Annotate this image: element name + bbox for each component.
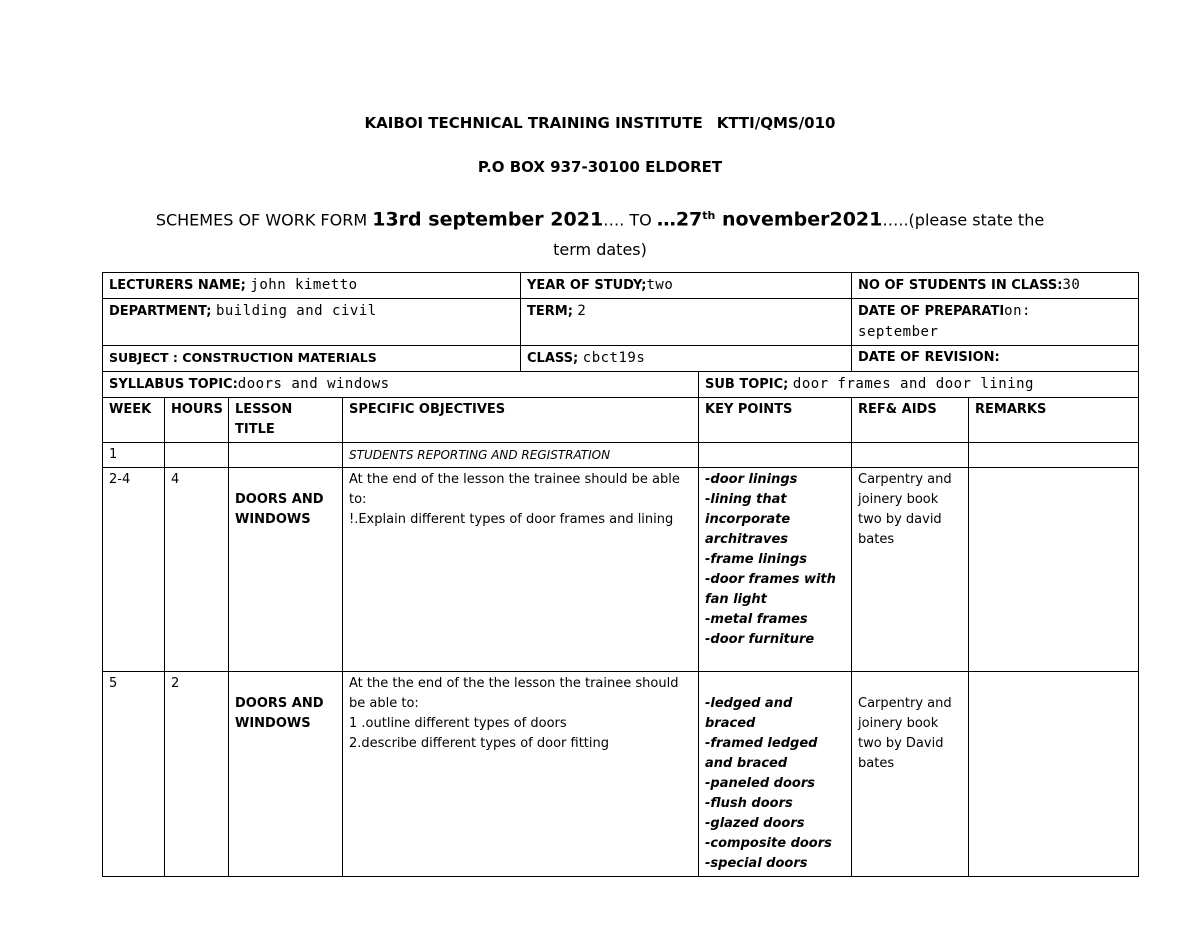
col-key-points: KEY POINTS	[699, 398, 852, 443]
key-point: -ledged and braced	[705, 696, 793, 731]
key-point: -framed ledged and braced	[705, 736, 818, 771]
remarks-cell	[969, 443, 1139, 468]
col-hours: HOURS	[165, 398, 229, 443]
objective-line: !.Explain different types of door frames and lining	[349, 512, 674, 527]
year-value: two	[646, 277, 674, 293]
objectives-cell	[343, 468, 699, 672]
preparation-value: september	[858, 324, 939, 340]
start-date: 13rd september 2021	[372, 208, 604, 231]
lecturer-name: john kimetto	[250, 277, 358, 293]
title-cell	[229, 443, 343, 468]
class-cell: CLASS; cbct19s	[521, 346, 852, 372]
term-cell: TERM; 2	[521, 299, 852, 346]
column-header-row	[103, 398, 1139, 443]
hours-cell: 2	[165, 672, 229, 877]
department-cell: DEPARTMENT; building and civil	[103, 299, 521, 346]
key-point: -glazed doors	[705, 816, 805, 831]
preparation-cell: DATE OF PREPARATIon: september	[852, 299, 1139, 346]
document-code: KTTI/QMS/010	[716, 114, 836, 132]
info-row-3	[103, 346, 1139, 372]
topic-cell: SYLLABUS TOPIC:doors and windows	[103, 372, 699, 398]
objectives-note: STUDENTS REPORTING AND REGISTRATION	[343, 443, 699, 468]
objective-line: 1 .outline different types of doors	[349, 716, 567, 731]
key-points-cell	[699, 672, 852, 877]
title-cell: DOORS AND WINDOWS	[229, 468, 343, 672]
col-lesson-title: LESSON TITLE	[229, 398, 343, 443]
institute-name: KAIBOI TECHNICAL TRAINING INSTITUTE	[364, 114, 703, 132]
title-cell: DOORS AND WINDOWS	[229, 672, 343, 877]
objective-line: 2.describe different types of door fitting	[349, 736, 609, 751]
students-cell: NO OF STUDENTS IN CLASS:30	[852, 273, 1139, 299]
hours-cell	[165, 443, 229, 468]
table-row	[103, 672, 1139, 877]
key-point: -special doors	[705, 856, 808, 871]
key-points-cell	[699, 468, 852, 672]
scheme-suffix-2: term dates)	[553, 240, 647, 260]
col-objectives: SPECIFIC OBJECTIVES	[343, 398, 699, 443]
objective-line: At the the end of the the lesson the trainee should be able to:	[349, 676, 679, 711]
end-date-sup: th	[702, 209, 716, 222]
key-point: -door frames with fan light	[705, 572, 836, 607]
topic-value: doors and windows	[237, 376, 390, 392]
scheme-suffix: …..(please state the	[882, 210, 1045, 230]
col-refs: REF& AIDS	[852, 398, 969, 443]
institute-heading	[0, 114, 1200, 132]
department-value: building and civil	[215, 303, 377, 319]
key-point: -frame linings	[705, 552, 808, 567]
info-row-1	[103, 273, 1139, 299]
key-point: -metal frames	[705, 612, 808, 627]
address-heading: P.O BOX 937-30100 ELDORET	[477, 158, 723, 176]
key-point: -door linings	[705, 472, 798, 487]
end-date-post: november2021	[715, 208, 883, 231]
week-cell: 2-4	[103, 468, 165, 672]
scheme-dates-line	[0, 201, 1200, 265]
key-point: -door furniture	[705, 632, 815, 647]
refs-cell	[852, 443, 969, 468]
dots-to: …. TO	[603, 210, 657, 230]
objective-line: At the end of the lesson the trainee should be able to:	[349, 472, 680, 507]
students-value: 30	[1062, 277, 1081, 293]
end-date-pre: …27	[656, 208, 703, 231]
year-cell: YEAR OF STUDY;two	[521, 273, 852, 299]
refs-cell: Carpentry and joinery book two by David bates	[852, 672, 969, 877]
term-value: 2	[577, 303, 587, 319]
objectives-cell	[343, 672, 699, 877]
week-cell: 1	[103, 443, 165, 468]
table-row	[103, 443, 1139, 468]
key-point: -lining that incorporate architraves	[705, 492, 791, 547]
class-value: cbct19s	[582, 350, 646, 366]
subject-cell: SUBJECT : CONSTRUCTION MATERIALS	[103, 346, 521, 372]
info-row-4	[103, 372, 1139, 398]
table-row	[103, 468, 1139, 672]
remarks-cell	[969, 672, 1139, 877]
hours-cell: 4	[165, 468, 229, 672]
subtopic-value: door frames and door lining	[792, 376, 1034, 392]
info-row-2	[103, 299, 1139, 346]
key-point: -paneled doors	[705, 776, 815, 791]
subtopic-cell: SUB TOPIC; door frames and door lining	[699, 372, 1139, 398]
week-cell: 5	[103, 672, 165, 877]
refs-cell: Carpentry and joinery book two by david bates	[852, 468, 969, 672]
scheme-prefix: SCHEMES OF WORK FORM	[155, 210, 373, 230]
lecturer-cell: LECTURERS NAME; john kimetto	[103, 273, 521, 299]
revision-cell: DATE OF REVISION:	[852, 346, 1139, 372]
col-remarks: REMARKS	[969, 398, 1139, 443]
key-points-cell	[699, 443, 852, 468]
col-week: WEEK	[103, 398, 165, 443]
key-point: -composite doors	[705, 836, 832, 851]
remarks-cell	[969, 468, 1139, 672]
key-point: -flush doors	[705, 796, 793, 811]
scheme-table	[102, 272, 1139, 877]
